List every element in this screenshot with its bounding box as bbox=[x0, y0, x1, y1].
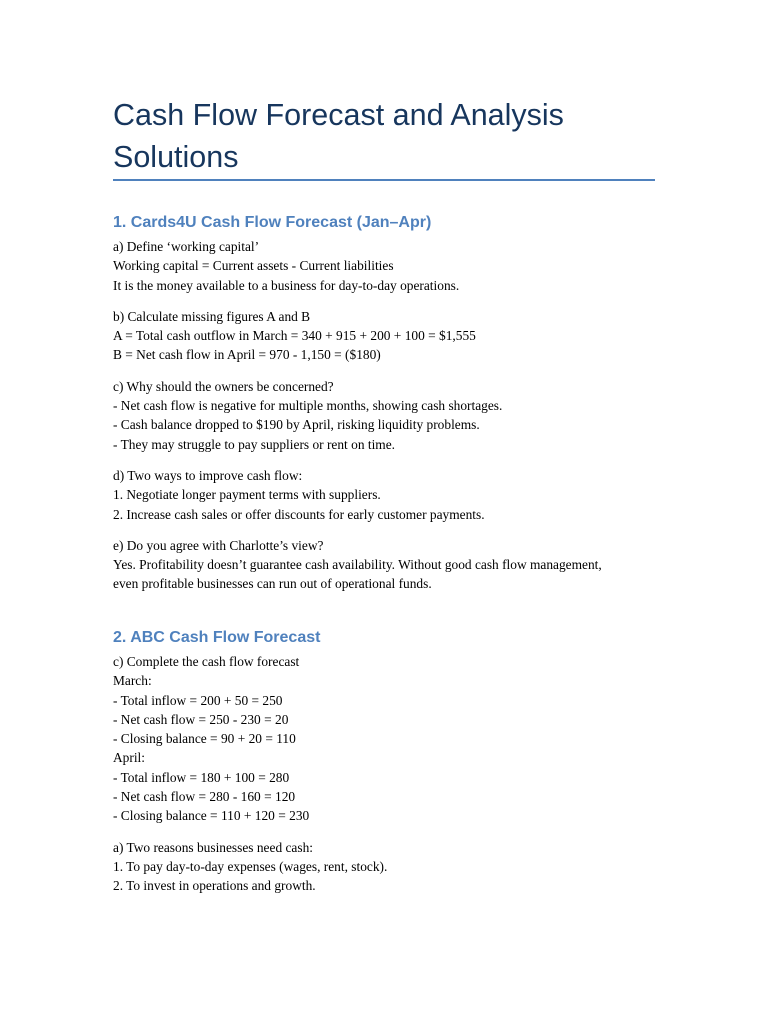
text-line: - They may struggle to pay suppliers or rent on time. bbox=[113, 436, 396, 452]
text-line: b) Calculate missing figures A and B bbox=[113, 308, 311, 324]
text-line: B = Net cash flow in April = 970 - 1,150 = ($180) bbox=[113, 347, 381, 363]
section-cards4u bbox=[113, 211, 673, 594]
text-line: - Total inflow = 180 + 100 = 280 bbox=[113, 769, 290, 785]
answer-paragraph bbox=[113, 237, 673, 295]
text-line: It is the money available to a business for day-to-day operations. bbox=[113, 277, 460, 293]
text-line: - Net cash flow is negative for multiple months, showing cash shortages. bbox=[113, 398, 503, 414]
section-body bbox=[113, 652, 673, 896]
text-line: Working capital = Current assets - Current liabilities bbox=[113, 258, 394, 274]
text-line: 2. Increase cash sales or offer discounts for early customer payments. bbox=[113, 506, 485, 522]
text-line: - Cash balance dropped to $190 by April, risking liquidity problems. bbox=[113, 417, 480, 433]
answer-paragraph bbox=[113, 307, 673, 365]
text-line: e) Do you agree with Charlotte’s view? bbox=[113, 537, 324, 553]
text-line: Yes. Profitability doesn’t guarantee cash availability. Without good cash flow management, bbox=[113, 557, 602, 573]
section-body bbox=[113, 237, 673, 594]
answer-paragraph bbox=[113, 838, 673, 896]
text-line: - Net cash flow = 280 - 160 = 120 bbox=[113, 789, 296, 805]
answer-paragraph bbox=[113, 377, 673, 454]
text-line: 1. Negotiate longer payment terms with suppliers. bbox=[113, 487, 381, 503]
text-line: 1. To pay day-to-day expenses (wages, rent, stock). bbox=[113, 858, 388, 874]
answer-paragraph bbox=[113, 536, 673, 594]
document-title: Cash Flow Forecast and Analysis Solutions bbox=[113, 98, 564, 174]
text-line: even profitable businesses can run out of operational funds. bbox=[113, 576, 432, 592]
section-heading: 1. Cards4U Cash Flow Forecast (Jan–Apr) bbox=[113, 214, 432, 231]
section-abc bbox=[113, 626, 673, 896]
answer-paragraph bbox=[113, 652, 673, 826]
text-line: c) Complete the cash flow forecast bbox=[113, 654, 300, 669]
text-line: - Total inflow = 200 + 50 = 250 bbox=[113, 692, 283, 708]
text-line: a) Two reasons businesses need cash: bbox=[113, 839, 313, 855]
text-line: 2. To invest in operations and growth. bbox=[113, 878, 316, 894]
text-line: c) Why should the owners be concerned? bbox=[113, 378, 334, 394]
text-line: A = Total cash outflow in March = 340 + 915 + 200 + 100 = $1,555 bbox=[113, 328, 476, 344]
text-line: - Closing balance = 90 + 20 = 110 bbox=[113, 731, 296, 747]
title-underline bbox=[113, 179, 655, 181]
text-line: April: bbox=[113, 750, 145, 766]
text-line: d) Two ways to improve cash flow: bbox=[113, 467, 303, 483]
text-line: - Net cash flow = 250 - 230 = 20 bbox=[113, 711, 289, 727]
answer-paragraph bbox=[113, 466, 673, 524]
section-heading: 2. ABC Cash Flow Forecast bbox=[113, 629, 321, 646]
text-line: - Closing balance = 110 + 120 = 230 bbox=[113, 808, 310, 824]
text-line: March: bbox=[113, 673, 152, 689]
text-line: a) Define ‘working capital’ bbox=[113, 239, 260, 254]
